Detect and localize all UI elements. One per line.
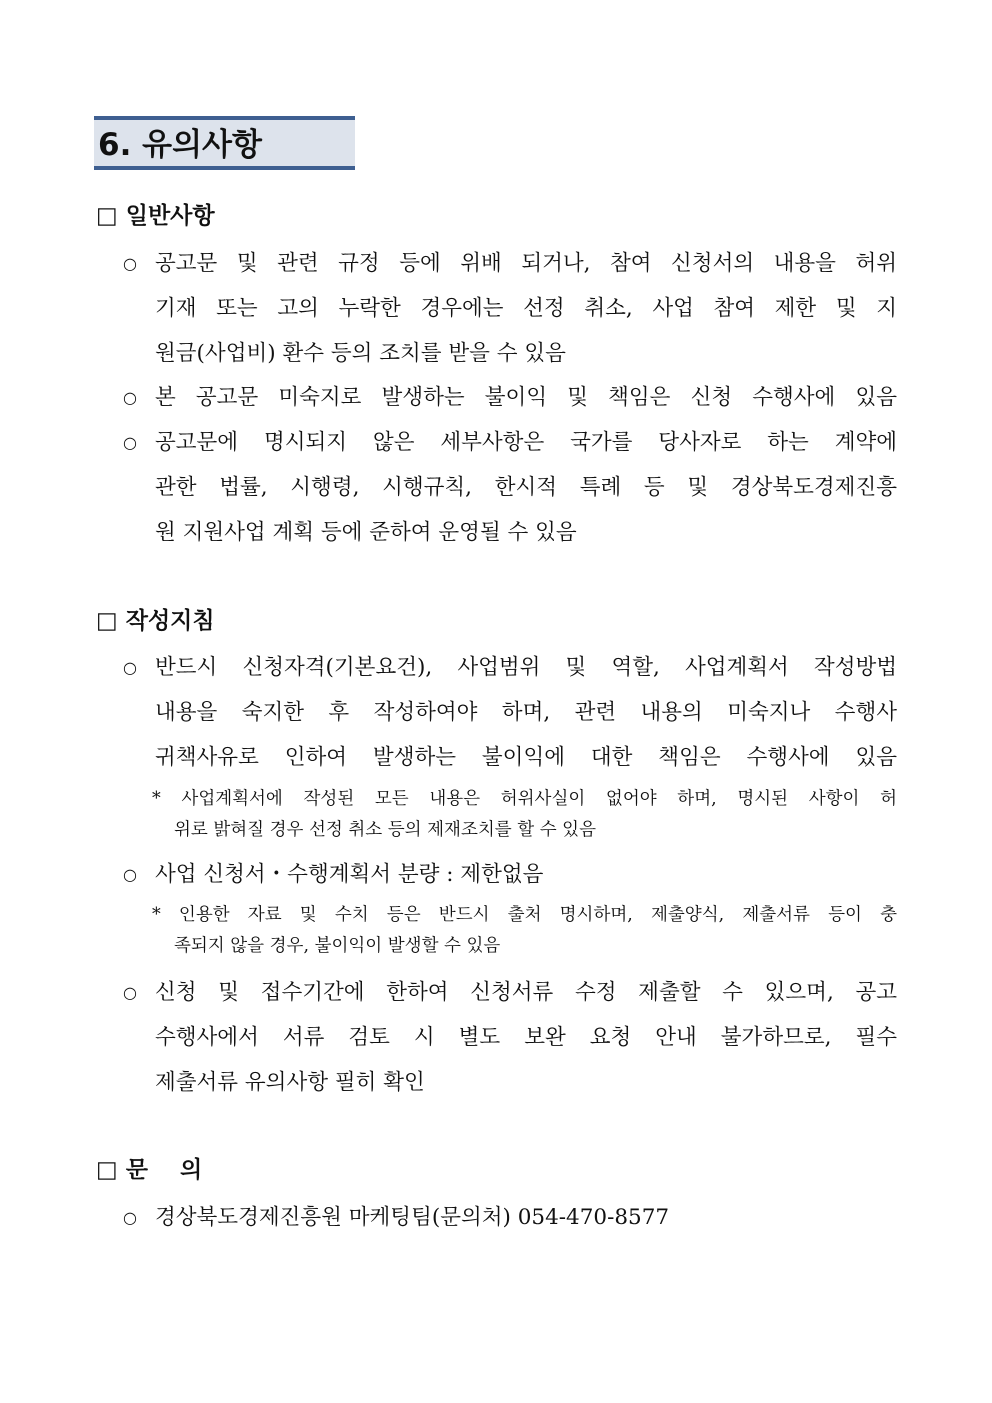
checkbox-square-icon: □: [96, 608, 118, 634]
list-item: [155, 852, 897, 897]
list-item: [155, 645, 897, 780]
section-heading-general: [96, 201, 215, 231]
checkbox-square-icon: □: [96, 1157, 118, 1183]
footnote: [152, 900, 897, 962]
footnote-line: * 사업계획서에 작성된 모든 내용은 허위사실이 없어야 하며, 명시된 사항이 허: [152, 789, 897, 809]
bullet-circle-icon: ○: [123, 388, 137, 407]
contact-line: 경상북도경제진흥원 마케팅팀(문의처) 054-470-8577: [155, 1205, 670, 1230]
list-item-line: 기재 또는 고의 누락한 경우에는 선정 취소, 사업 참여 제한 및 지: [155, 296, 897, 321]
list-item: [155, 241, 897, 376]
footnote-line: * 인용한 자료 및 수치 등은 반드시 출처 명시하며, 제출양식, 제출서류 등이 충: [152, 905, 897, 925]
list-item-line: 제출서류 유의사항 필히 확인: [155, 1070, 425, 1095]
bullet-circle-icon: ○: [123, 433, 137, 452]
list-item-line: 본 공고문 미숙지로 발생하는 불이익 및 책임은 신청 수행사에 있음: [155, 385, 897, 410]
section-heading-label: 작성지침: [125, 608, 215, 634]
list-item-line: 원 지원사업 계획 등에 준하여 운영될 수 있음: [155, 520, 577, 545]
list-item-line: 원금(사업비) 환수 등의 조치를 받을 수 있음: [155, 341, 566, 366]
section-heading-label: 문 의: [125, 1157, 203, 1183]
list-item-line: 귀책사유로 인하여 발생하는 불이익에 대한 책임은 수행사에 있음: [155, 745, 897, 770]
footnote: [152, 784, 897, 846]
list-item: [155, 970, 897, 1105]
list-item: [155, 1195, 897, 1240]
bullet-circle-icon: ○: [123, 254, 137, 273]
list-item: [155, 420, 897, 555]
section-heading-label: 일반사항: [125, 203, 215, 229]
section-title: 6. 유의사항: [98, 127, 262, 163]
bullet-circle-icon: ○: [123, 1208, 137, 1227]
list-item: [155, 375, 897, 420]
list-item-line: 신청 및 접수기간에 한하여 신청서류 수정 제출할 수 있으며, 공고: [155, 980, 897, 1005]
list-item-line: 수행사에서 서류 검토 시 별도 보완 요청 안내 불가하므로, 필수: [155, 1025, 897, 1050]
footnote-line: 위로 밝혀질 경우 선정 취소 등의 제재조치를 할 수 있음: [174, 820, 596, 840]
footnote-line: 족되지 않을 경우, 불이익이 발생할 수 있음: [174, 936, 501, 956]
section-heading-inquiry: [96, 1155, 202, 1185]
list-item-line: 사업 신청서・수행계획서 분량 : 제한없음: [155, 862, 544, 887]
bullet-circle-icon: ○: [123, 983, 137, 1002]
list-item-line: 내용을 숙지한 후 작성하여야 하며, 관련 내용의 미숙지나 수행사: [155, 700, 897, 725]
list-item-line: 반드시 신청자격(기본요건), 사업범위 및 역할, 사업계획서 작성방법: [155, 655, 897, 680]
list-item-line: 관한 법률, 시행령, 시행규칙, 한시적 특례 등 및 경상북도경제진흥: [155, 475, 897, 500]
list-item-line: 공고문 및 관련 규정 등에 위배 되거나, 참여 신청서의 내용을 허위: [155, 251, 897, 276]
bullet-circle-icon: ○: [123, 658, 137, 677]
section-heading-guidelines: [96, 606, 215, 636]
section-title-box: [94, 116, 355, 170]
list-item-line: 공고문에 명시되지 않은 세부사항은 국가를 당사자로 하는 계약에: [155, 430, 897, 455]
bullet-circle-icon: ○: [123, 865, 137, 884]
checkbox-square-icon: □: [96, 203, 118, 229]
